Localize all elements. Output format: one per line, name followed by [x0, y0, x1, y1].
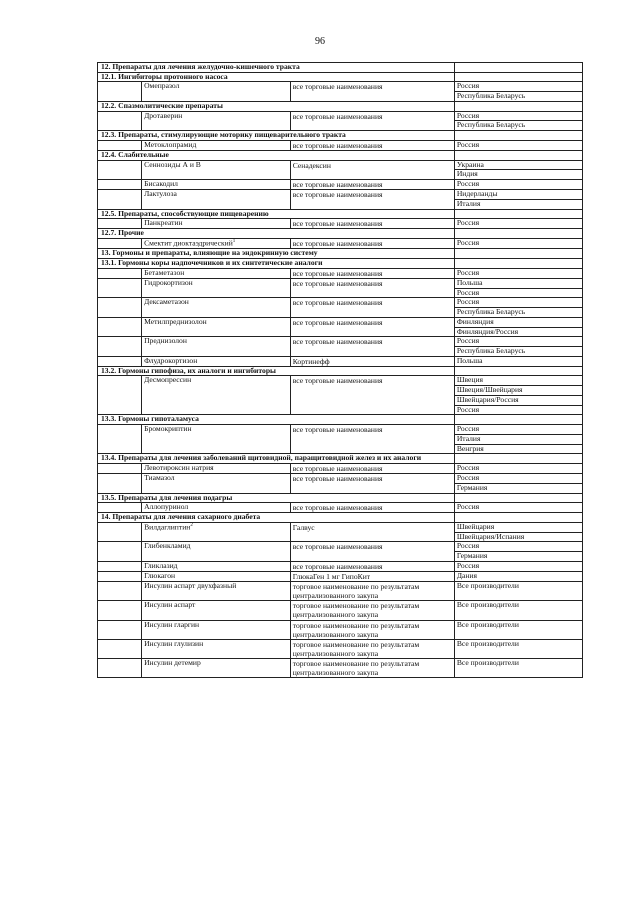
country: Россия — [454, 219, 582, 229]
blank-cell — [98, 620, 142, 639]
drug-row — [98, 317, 583, 327]
drug-name — [142, 503, 291, 513]
blank-cell — [98, 659, 142, 678]
drug-name — [142, 561, 291, 571]
drug-row — [98, 425, 583, 435]
trade-name: Кортинефф — [290, 356, 454, 366]
country: Россия — [454, 474, 582, 484]
country: Россия — [454, 111, 582, 121]
drug-name-text: Дексаметазон — [144, 297, 189, 307]
drug-row — [98, 659, 583, 678]
trade-name: торговое наименование по результатам централизованного закупа — [290, 659, 454, 678]
drug-row — [98, 219, 583, 229]
drug-name-text: Инсулин детемир — [144, 658, 201, 668]
blank-cell — [98, 523, 142, 542]
drug-name — [142, 298, 291, 317]
drug-name-text: Метоклопрамид — [144, 139, 197, 149]
section-title: 13.1. Гормоны коры надпочечников и их синтетические аналоги — [98, 259, 455, 269]
blank-cell — [98, 601, 142, 620]
country: Индия — [454, 170, 582, 180]
blank-cell — [98, 190, 142, 209]
trade-name: все торговые наименования — [290, 542, 454, 561]
drug-name-text: Инсулин глулизин — [144, 638, 204, 648]
blank-cell — [98, 376, 142, 415]
drug-name-text: Инсулин аспарт — [144, 600, 196, 610]
trade-name: все торговые наименования — [290, 82, 454, 101]
blank-cell — [98, 337, 142, 356]
trade-name: все торговые наименования — [290, 268, 454, 278]
blank-cell — [98, 111, 142, 130]
drug-name — [142, 278, 291, 297]
drug-name — [142, 523, 291, 542]
country: Швейцария — [454, 523, 582, 533]
drug-name-text: Сеннозиды А и В — [144, 159, 201, 169]
trade-name: все торговые наименования — [290, 219, 454, 229]
trade-name: все торговые наименования — [290, 111, 454, 130]
drug-name-text: Омепразол — [144, 81, 180, 91]
drug-row — [98, 601, 583, 620]
drug-name — [142, 268, 291, 278]
trade-name: Галвус — [290, 523, 454, 542]
drug-name — [142, 239, 291, 249]
country: Швеция/Швейцария — [454, 386, 582, 396]
drug-row — [98, 180, 583, 190]
page-number: 96 — [315, 36, 325, 47]
country: Россия — [454, 337, 582, 347]
blank-cell — [98, 503, 142, 513]
drug-name — [142, 140, 291, 150]
drug-row — [98, 620, 583, 639]
blank-cell — [98, 268, 142, 278]
section-title: 12.7. Прочие — [98, 229, 455, 239]
blank-cell — [98, 82, 142, 101]
country: Нидерланды — [454, 190, 582, 200]
country: Дания — [454, 572, 582, 582]
drug-list-table — [97, 62, 583, 678]
trade-name: все торговые наименования — [290, 463, 454, 473]
trade-name: все торговые наименования — [290, 239, 454, 249]
drug-row — [98, 503, 583, 513]
country: Все производители — [454, 601, 582, 620]
drug-name-text: Гидрокортизон — [144, 277, 193, 287]
drug-name — [142, 620, 291, 639]
country: Финляндия/Россия — [454, 327, 582, 337]
drug-name-text: Панкреатин — [144, 218, 183, 228]
blank-cell — [98, 582, 142, 601]
drug-name — [142, 425, 291, 454]
blank-cell — [98, 356, 142, 366]
section-title: 13.5. Препараты для лечения подагры — [98, 493, 455, 503]
blank-cell — [98, 463, 142, 473]
country: Россия — [454, 561, 582, 571]
drug-name — [142, 180, 291, 190]
drug-name — [142, 542, 291, 561]
trade-name: торговое наименование по результатам централизованного закупа — [290, 620, 454, 639]
blank-cell — [98, 572, 142, 582]
trade-name: Сенадексин — [290, 160, 454, 179]
drug-name-text: Метилпреднизолон — [144, 316, 207, 326]
section-title: 13.3. Гормоны гипоталамуса — [98, 415, 455, 425]
section-empty-cell — [454, 259, 582, 269]
section-empty-cell — [454, 131, 582, 141]
drug-row — [98, 474, 583, 484]
section-title: 12.2. Спазмолитические препараты — [98, 101, 455, 111]
country: Все производители — [454, 582, 582, 601]
blank-cell — [98, 180, 142, 190]
drug-row — [98, 561, 583, 571]
drug-row — [98, 160, 583, 170]
drug-name-text: Смектит диоктаэдрический — [144, 238, 233, 248]
country: Россия — [454, 82, 582, 92]
drug-list-body — [98, 63, 583, 678]
section-empty-cell — [454, 101, 582, 111]
trade-name: все торговые наименования — [290, 140, 454, 150]
country: Швейцария/Испания — [454, 532, 582, 542]
country: Россия — [454, 140, 582, 150]
drug-name-text: Глюкагон — [144, 571, 176, 581]
country: Все производители — [454, 620, 582, 639]
blank-cell — [98, 542, 142, 561]
drug-name-text: Левотироксин натрия — [144, 462, 214, 472]
drug-name-text: Аллопуринол — [144, 502, 189, 512]
footnote-mark: 2 — [190, 523, 193, 529]
drug-row — [98, 356, 583, 366]
section-title: 12.4. Слабительные — [98, 150, 455, 160]
blank-cell — [98, 140, 142, 150]
drug-row — [98, 523, 583, 533]
blank-cell — [98, 219, 142, 229]
drug-row — [98, 572, 583, 582]
trade-name: все торговые наименования — [290, 376, 454, 415]
drug-name — [142, 601, 291, 620]
country: Польша — [454, 356, 582, 366]
country: Россия — [454, 463, 582, 473]
country: Швейцария/Россия — [454, 395, 582, 405]
drug-row — [98, 463, 583, 473]
drug-name-text: Лактулоза — [144, 189, 177, 199]
trade-name: торговое наименование по результатам централизованного закупа — [290, 601, 454, 620]
section-empty-cell — [454, 150, 582, 160]
drug-name-text: Глибенкламид — [144, 541, 191, 551]
drug-name — [142, 582, 291, 601]
drug-row — [98, 268, 583, 278]
blank-cell — [98, 317, 142, 336]
footnote-mark: 1 — [232, 239, 236, 245]
blank-cell — [98, 160, 142, 179]
drug-row — [98, 639, 583, 658]
drug-name-text: Флудрокортизон — [144, 355, 198, 365]
drug-name-text: Дротаверин — [144, 110, 183, 120]
section-title: 12. Препараты для лечения желудочно-кишечного тракта — [98, 63, 455, 73]
country: Республика Беларусь — [454, 346, 582, 356]
blank-cell — [98, 561, 142, 571]
drug-name-text: Инсулин аспарт двухфазный — [144, 581, 237, 591]
drug-name — [142, 111, 291, 130]
drug-name — [142, 356, 291, 366]
drug-name — [142, 337, 291, 356]
section-title: 13.4. Препараты для лечения заболеваний щитовидной, паращитовидной желез и их аналоги — [98, 454, 455, 464]
drug-name-text: Инсулин гларгин — [144, 619, 200, 629]
section-title: 12.3. Препараты, стимулирующие моторику пищеварительного тракта — [98, 131, 455, 141]
drug-name — [142, 572, 291, 582]
drug-name — [142, 474, 291, 493]
section-title: 13. Гормоны и препараты, влияющие на эндокринную систему — [98, 249, 455, 259]
section-empty-cell — [454, 249, 582, 259]
trade-name: все торговые наименования — [290, 561, 454, 571]
country: Финляндия — [454, 317, 582, 327]
section-row — [98, 229, 583, 239]
trade-name: все торговые наименования — [290, 317, 454, 336]
drug-name — [142, 219, 291, 229]
blank-cell — [98, 298, 142, 317]
drug-name-text: Бетаметазон — [144, 267, 185, 277]
blank-cell — [98, 278, 142, 297]
drug-row — [98, 542, 583, 552]
blank-cell — [98, 639, 142, 658]
drug-name-text: Преднизолон — [144, 336, 187, 346]
country: Германия — [454, 552, 582, 562]
country: Россия — [454, 239, 582, 249]
section-empty-cell — [454, 63, 582, 73]
trade-name: все торговые наименования — [290, 337, 454, 356]
trade-name: все торговые наименования — [290, 180, 454, 190]
trade-name: все торговые наименования — [290, 503, 454, 513]
section-title: 12.5. Препараты, способствующие пищеварению — [98, 209, 455, 219]
drug-name — [142, 190, 291, 209]
drug-name-text: Тиамазол — [144, 473, 175, 483]
blank-cell — [98, 474, 142, 493]
section-title: 12.1. Ингибиторы протонного насоса — [98, 72, 455, 82]
trade-name: все торговые наименования — [290, 298, 454, 317]
country: Россия — [454, 542, 582, 552]
country: Польша — [454, 278, 582, 288]
country: Россия — [454, 180, 582, 190]
country: Республика Беларусь — [454, 308, 582, 318]
drug-name — [142, 160, 291, 179]
trade-name: все торговые наименования — [290, 474, 454, 493]
drug-name — [142, 317, 291, 336]
country: Все производители — [454, 639, 582, 658]
country: Италия — [454, 199, 582, 209]
trade-name: торговое наименование по результатам централизованного закупа — [290, 582, 454, 601]
country: Германия — [454, 483, 582, 493]
drug-name-text: Гликлазид — [144, 560, 178, 570]
country: Россия — [454, 405, 582, 415]
trade-name: все торговые наименования — [290, 190, 454, 209]
drug-name — [142, 659, 291, 678]
section-row — [98, 63, 583, 73]
drug-name-text: Вилдаглиптин — [144, 522, 191, 532]
country: Венгрия — [454, 444, 582, 454]
country: Россия — [454, 503, 582, 513]
country: Все производители — [454, 659, 582, 678]
trade-name: ГлюкаГен 1 мг ГипоКит — [290, 572, 454, 582]
trade-name: все торговые наименования — [290, 425, 454, 454]
trade-name: все торговые наименования — [290, 278, 454, 297]
country: Республика Беларусь — [454, 92, 582, 102]
drug-row — [98, 582, 583, 601]
country: Россия — [454, 425, 582, 435]
country: Россия — [454, 298, 582, 308]
country: Республика Беларусь — [454, 121, 582, 131]
country: Украина — [454, 160, 582, 170]
drug-name-text: Бромокриптин — [144, 424, 192, 434]
country: Италия — [454, 434, 582, 444]
trade-name: торговое наименование по результатам централизованного закупа — [290, 639, 454, 658]
drug-row — [98, 239, 583, 249]
blank-cell — [98, 239, 142, 249]
drug-name — [142, 82, 291, 101]
drug-name-text: Бисакодил — [144, 179, 178, 189]
drug-name — [142, 376, 291, 415]
country: Россия — [454, 288, 582, 298]
drug-name-text: Десмопрессин — [144, 375, 192, 385]
section-row — [98, 513, 583, 523]
section-title: 14. Препараты для лечения сахарного диабета — [98, 513, 455, 523]
blank-cell — [98, 425, 142, 454]
drug-name — [142, 639, 291, 658]
section-title: 13.2. Гормоны гипофиза, их аналоги и ингибиторы — [98, 366, 455, 376]
drug-name — [142, 463, 291, 473]
drug-row — [98, 140, 583, 150]
drug-row — [98, 278, 583, 288]
country: Россия — [454, 268, 582, 278]
country: Швеция — [454, 376, 582, 386]
section-empty-cell — [454, 454, 582, 464]
drug-row — [98, 190, 583, 200]
drug-row — [98, 337, 583, 347]
